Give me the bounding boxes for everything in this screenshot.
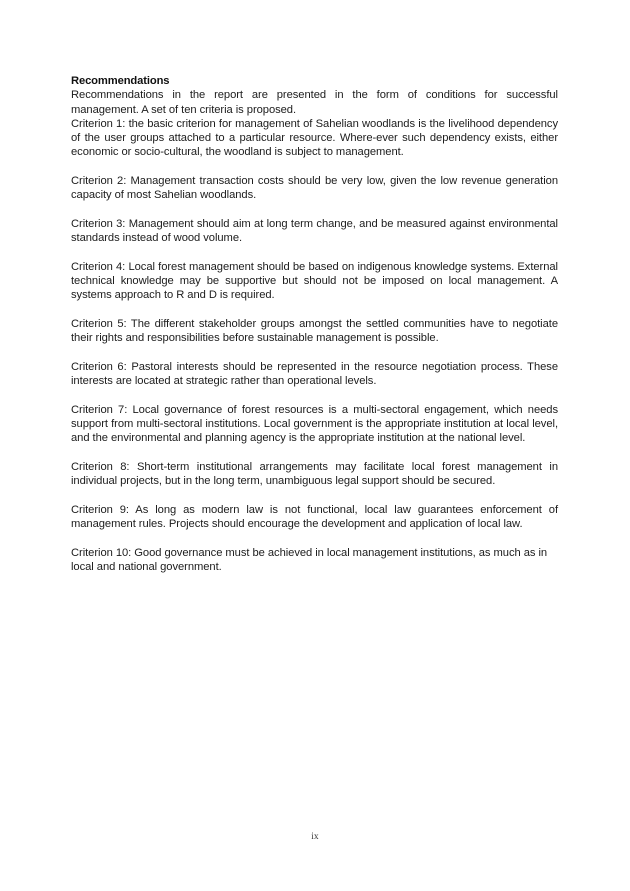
criterion-paragraph-3: Criterion 3: Management should aim at long term change, and be measured against environmental standards instead of wood volume. — [71, 217, 558, 245]
criterion-paragraph-7: Criterion 7: Local governance of forest resources is a multi-sectoral engagement, which needs support from multi-sectoral institutions. Local government is the appropriate institution at local level, and the environmental and planning agency is the appropriate institution at the national level. — [71, 403, 558, 445]
page-number-footer: ix — [311, 832, 319, 842]
criterion-paragraph-2: Criterion 2: Management transaction costs should be very low, given the low revenue generation capacity of most Sahelian woodlands. — [71, 175, 558, 202]
criterion-paragraph-6: Criterion 6: Pastoral interests should be represented in the resource negotiation process. These interests are located at strategic rather than operational levels. — [71, 360, 558, 388]
criterion-paragraph-10: Criterion 10: Good governance must be achieved in local management institutions, as much as in local and national government. — [71, 546, 548, 574]
criterion-paragraph-8: Criterion 8: Short-term institutional arrangements may facilitate local forest management in individual projects, but in the long term, unambiguous legal support should be secured. — [71, 461, 558, 488]
page-title: Recommendations — [71, 75, 170, 87]
intro-paragraph: Recommendations in the report are presented in the form of conditions for successful management. A set of ten criteria is proposed. — [71, 89, 558, 116]
document-body — [71, 74, 558, 574]
criterion-paragraph-9: Criterion 9: As long as modern law is not functional, local law guarantees enforcement of management rules. Projects should encourage the development and application of local law. — [71, 503, 558, 531]
criterion-paragraph-1: Criterion 1: the basic criterion for management of Sahelian woodlands is the livelihood dependency of the user groups attached to a particular resource. Where-ever such dependency exists, either economic or socio-cultural, the woodland is subject to management. — [71, 117, 558, 159]
criterion-paragraph-5: Criterion 5: The different stakeholder groups amongst the settled communities have to negotiate their rights and responsibilities before sustainable management is possible. — [71, 318, 558, 345]
criterion-paragraph-4: Criterion 4: Local forest management should be based on indigenous knowledge systems. External technical knowledge may be supportive but should not be imposed on local management. A systems approach to R and D is required. — [71, 260, 558, 302]
